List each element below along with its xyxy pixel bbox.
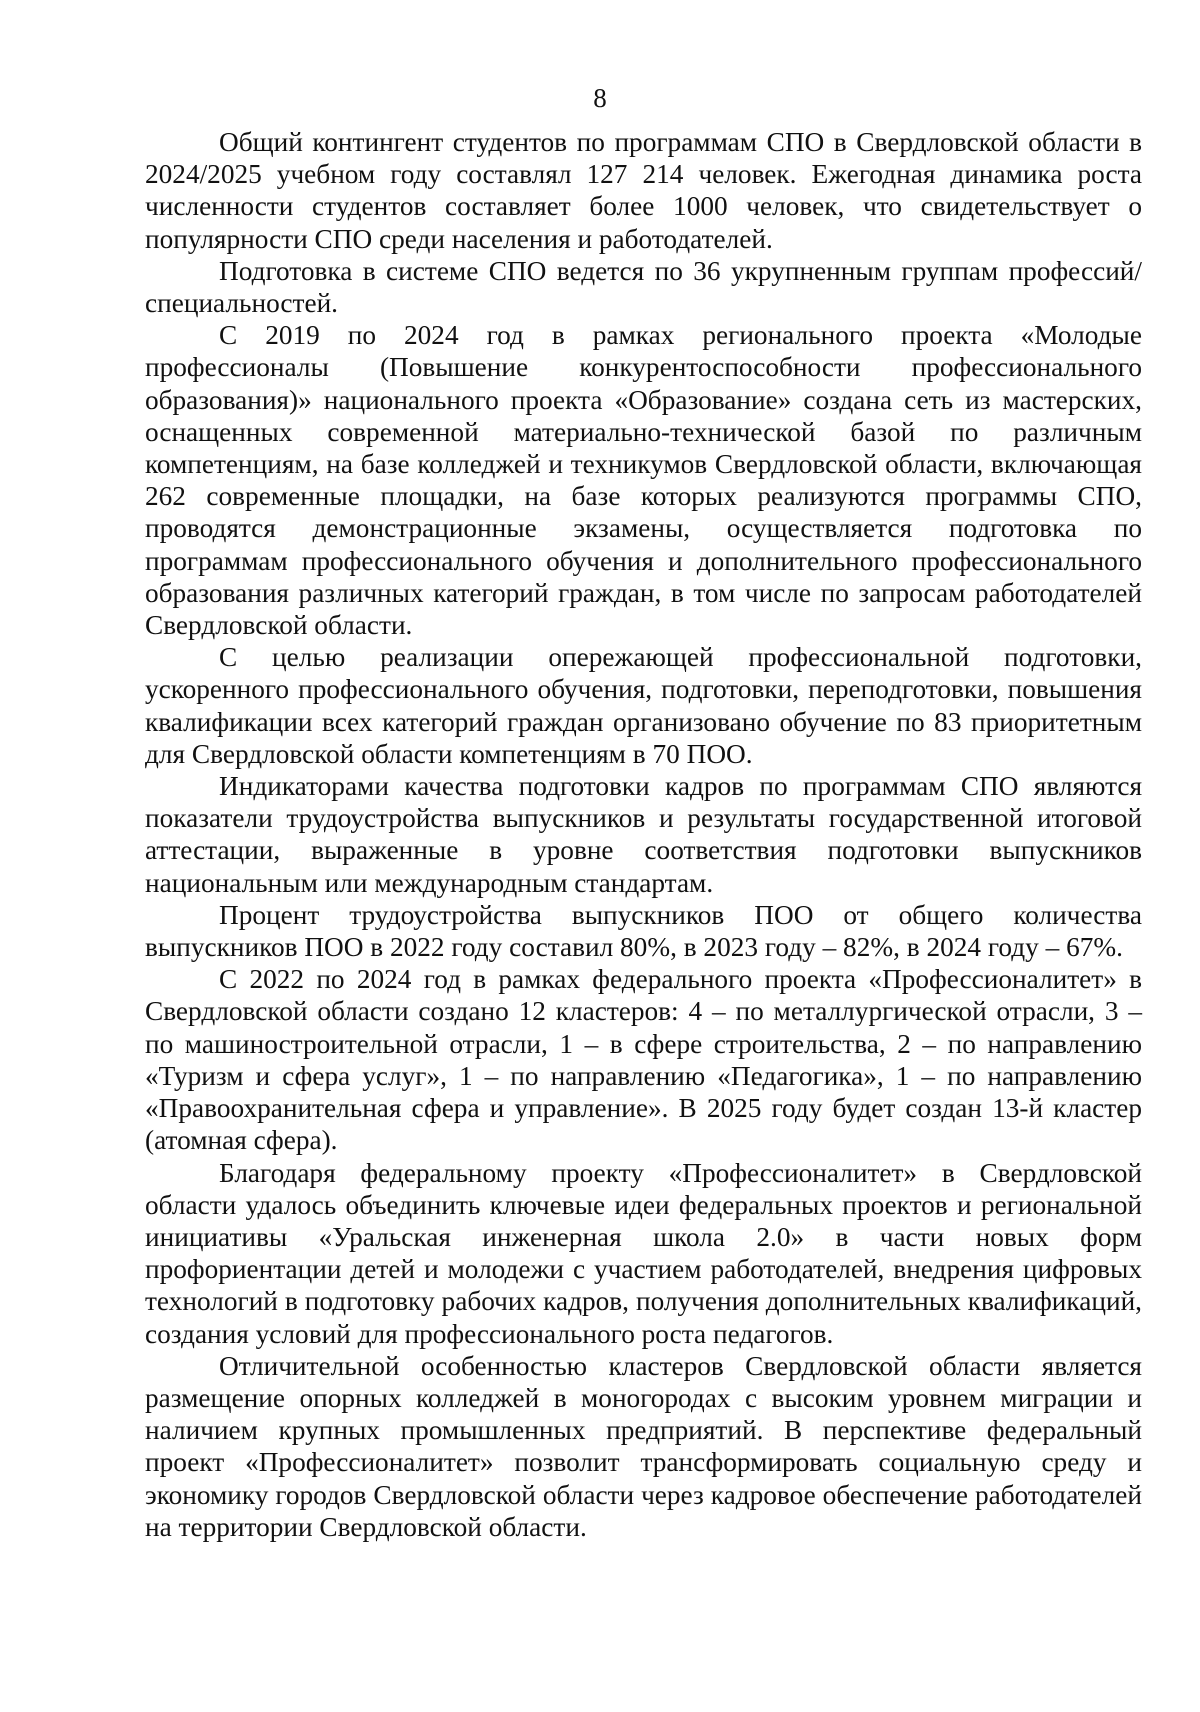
- paragraph-project-integration: Благодаря федеральному проекту «Профессионалитет» в Свердловской области удалось объединить ключевые идеи федеральных проектов и региональной инициативы «Уральская инженерная школа 2.0» в части новых форм профориентации детей и молодежи с участием работодателей, внедрения цифровых технологий в подготовку рабочих кадров, получения дополнительных квалификаций, создания условий для профессионального роста педагогов.: [145, 1157, 1142, 1349]
- document-body: [145, 126, 1142, 1543]
- page-number: 8: [593, 83, 607, 113]
- paragraph-advanced-training: С целью реализации опережающей профессиональной подготовки, ускоренного профессионального обучения, подготовки, переподготовки, повышения квалификации всех категорий граждан организовано обучение по 83 приоритетным для Свердловской области компетенциям в 70 ПОО.: [145, 642, 1142, 769]
- paragraph-cluster-features: Отличительной особенностью кластеров Свердловской области является размещение опорных колледжей в моногородах с высоким уровнем миграции и наличием крупных промышленных предприятий. В перспективе федеральный проект «Профессионалитет» позволит трансформировать социальную среду и экономику городов Свердловской области через кадровое обеспечение работодателей на территории Свердловской области.: [145, 1350, 1142, 1542]
- paragraph-young-professionals-project: С 2019 по 2024 год в рамках регионального проекта «Молодые профессионалы (Повышение конкурентоспособности профессионального образования)» национального проекта «Образование» создана сеть из мастерских, оснащенных современной материально-технической базой по различным компетенциям, на базе колледжей и техникумов Свердловской области, включающая 262 современные площадки, на базе которых реализуются программы СПО, проводятся демонстрационные экзамены, осуществляется подготовка по программам профессионального обучения и дополнительного профессионального образования различных категорий граждан, в том числе по запросам работодателей Свердловской области.: [145, 320, 1142, 641]
- paragraph-program-groups: Подготовка в системе СПО ведется по 36 укрупненным группам профессий/специальностей.: [145, 255, 1142, 319]
- paragraph-quality-indicators: Индикаторами качества подготовки кадров по программам СПО являются показатели трудоустройства выпускников и результаты государственной итоговой аттестации, выраженные в уровне соответствия подготовки выпускников национальным или международным стандартам.: [145, 771, 1142, 898]
- paragraph-employment-rate: Процент трудоустройства выпускников ПОО от общего количества выпускников ПОО в 2022 году составил 80%, в 2023 году – 82%, в 2024 году – 67%.: [145, 899, 1142, 963]
- paragraph-student-contingent: Общий контингент студентов по программам СПО в Свердловской области в 2024/2025 учебном году составлял 127 214 человек. Ежегодная динамика роста численности студентов составляет более 1000 человек, что свидетельствует о популярности СПО среди населения и работодателей.: [145, 127, 1142, 254]
- paragraph-professionalitet-clusters: С 2022 по 2024 год в рамках федерального проекта «Профессионалитет» в Свердловской области создано 12 кластеров: 4 – по металлургической отрасли, 3 – по машиностроительной отрасли, 1 – в сфере строительства, 2 – по направлению «Туризм и сфера услуг», 1 – по направлению «Педагогика», 1 – по направлению «Правоохранительная сфера и управление». В 2025 году будет создан 13-й кластер (атомная сфера).: [145, 964, 1142, 1156]
